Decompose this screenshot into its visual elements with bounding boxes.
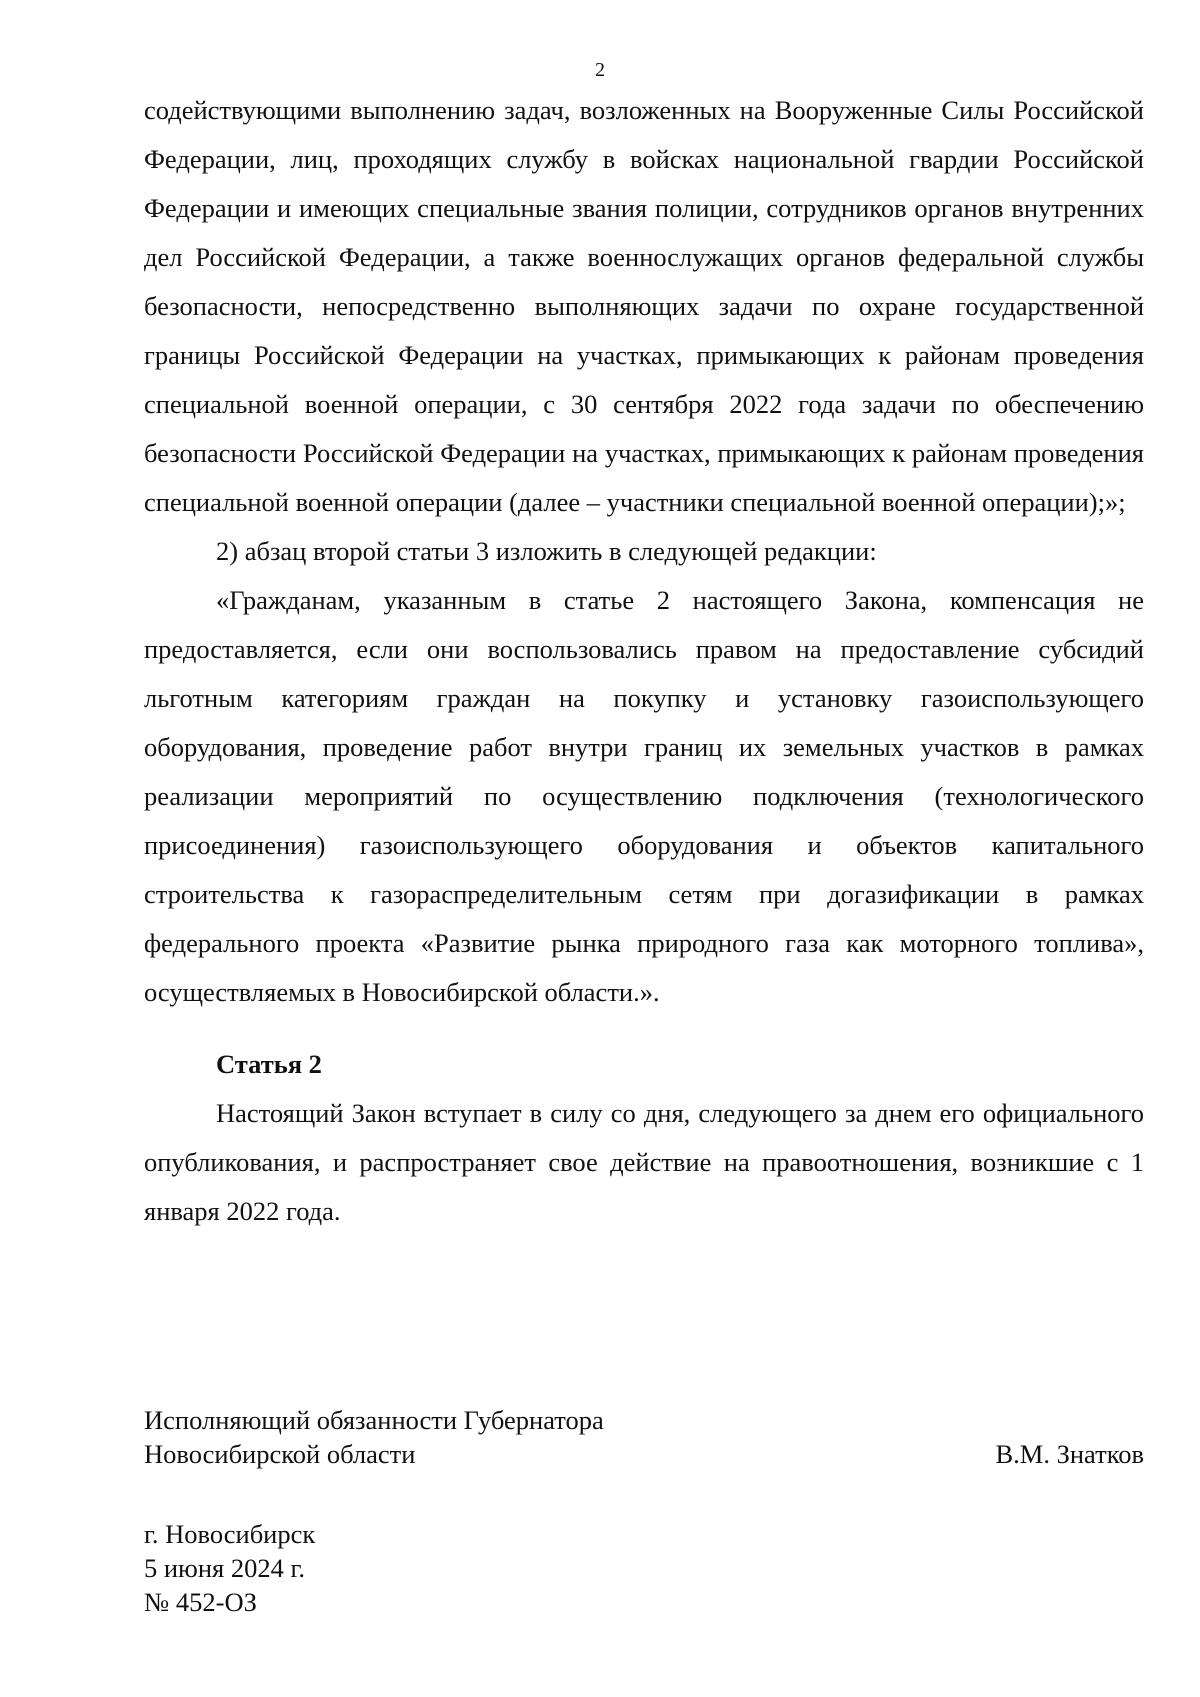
- law-number: № 452-ОЗ: [144, 1587, 257, 1617]
- date: 5 июня 2024 г.: [144, 1553, 305, 1583]
- signatory-name: В.М. Знатков: [995, 1439, 1144, 1469]
- city: г. Новосибирск: [144, 1519, 316, 1549]
- paragraph-article-2-text: Настоящий Закон вступает в силу со дня, следующего за днем его официального опубликования, и распространяет свое действие на правоотношения, возникшие с 1 января 2022 года.: [144, 1098, 1144, 1226]
- signature-row: [144, 1437, 1144, 1471]
- paragraph-continuation: содействующими выполнению задач, возложенных на Вооруженные Силы Российской Федерации, лиц, проходящих службу в войсках национальной гвардии Российской Федерации и имеющих специальные звания полиции, сотрудников органов внутренних дел Российской Федерации, а также военнослужащих органов федеральной службы безопасности, непосредственно выполняющих задачи по охране государственной границы Российской Федерации на участках, примыкающих к районам проведения специальной военной операции, с 30 сентября 2022 года задачи по обеспечению безопасности Российской Федерации на участках, примыкающих к районам проведения специальной военной операции (далее – участники специальной военной операции);»;: [144, 95, 1144, 517]
- article-heading: Статья 2: [216, 1049, 322, 1079]
- signatory-position-line2: Новосибирской области: [144, 1439, 416, 1469]
- signature-block: [144, 1403, 1144, 1471]
- place-date-block: [144, 1517, 744, 1619]
- paragraph-amendment-text: «Гражданам, указанным в статье 2 настоящего Закона, компенсация не предоставляется, если они воспользовались правом на предоставление субсидий льготным категориям граждан на покупку и установку газоиспользующего оборудования, проведение работ внутри границ их земельных участков в рамках реализации мероприятий по осуществлению подключения (технологического присоединения) газоиспользующего оборудования и объектов капитального строительства к газораспределительным сетям при догазификации в рамках федерального проекта «Развитие рынка природного газа как моторного топлива», осуществляемых в Новосибирской области.».: [144, 585, 1144, 1007]
- signatory-position-line1: Исполняющий обязанности Губернатора: [144, 1405, 604, 1435]
- page-number: 2: [595, 59, 605, 81]
- document-body: [144, 86, 1144, 1236]
- paragraph-amendment-item-2: 2) абзац второй статьи 3 изложить в следующей редакции:: [216, 536, 877, 566]
